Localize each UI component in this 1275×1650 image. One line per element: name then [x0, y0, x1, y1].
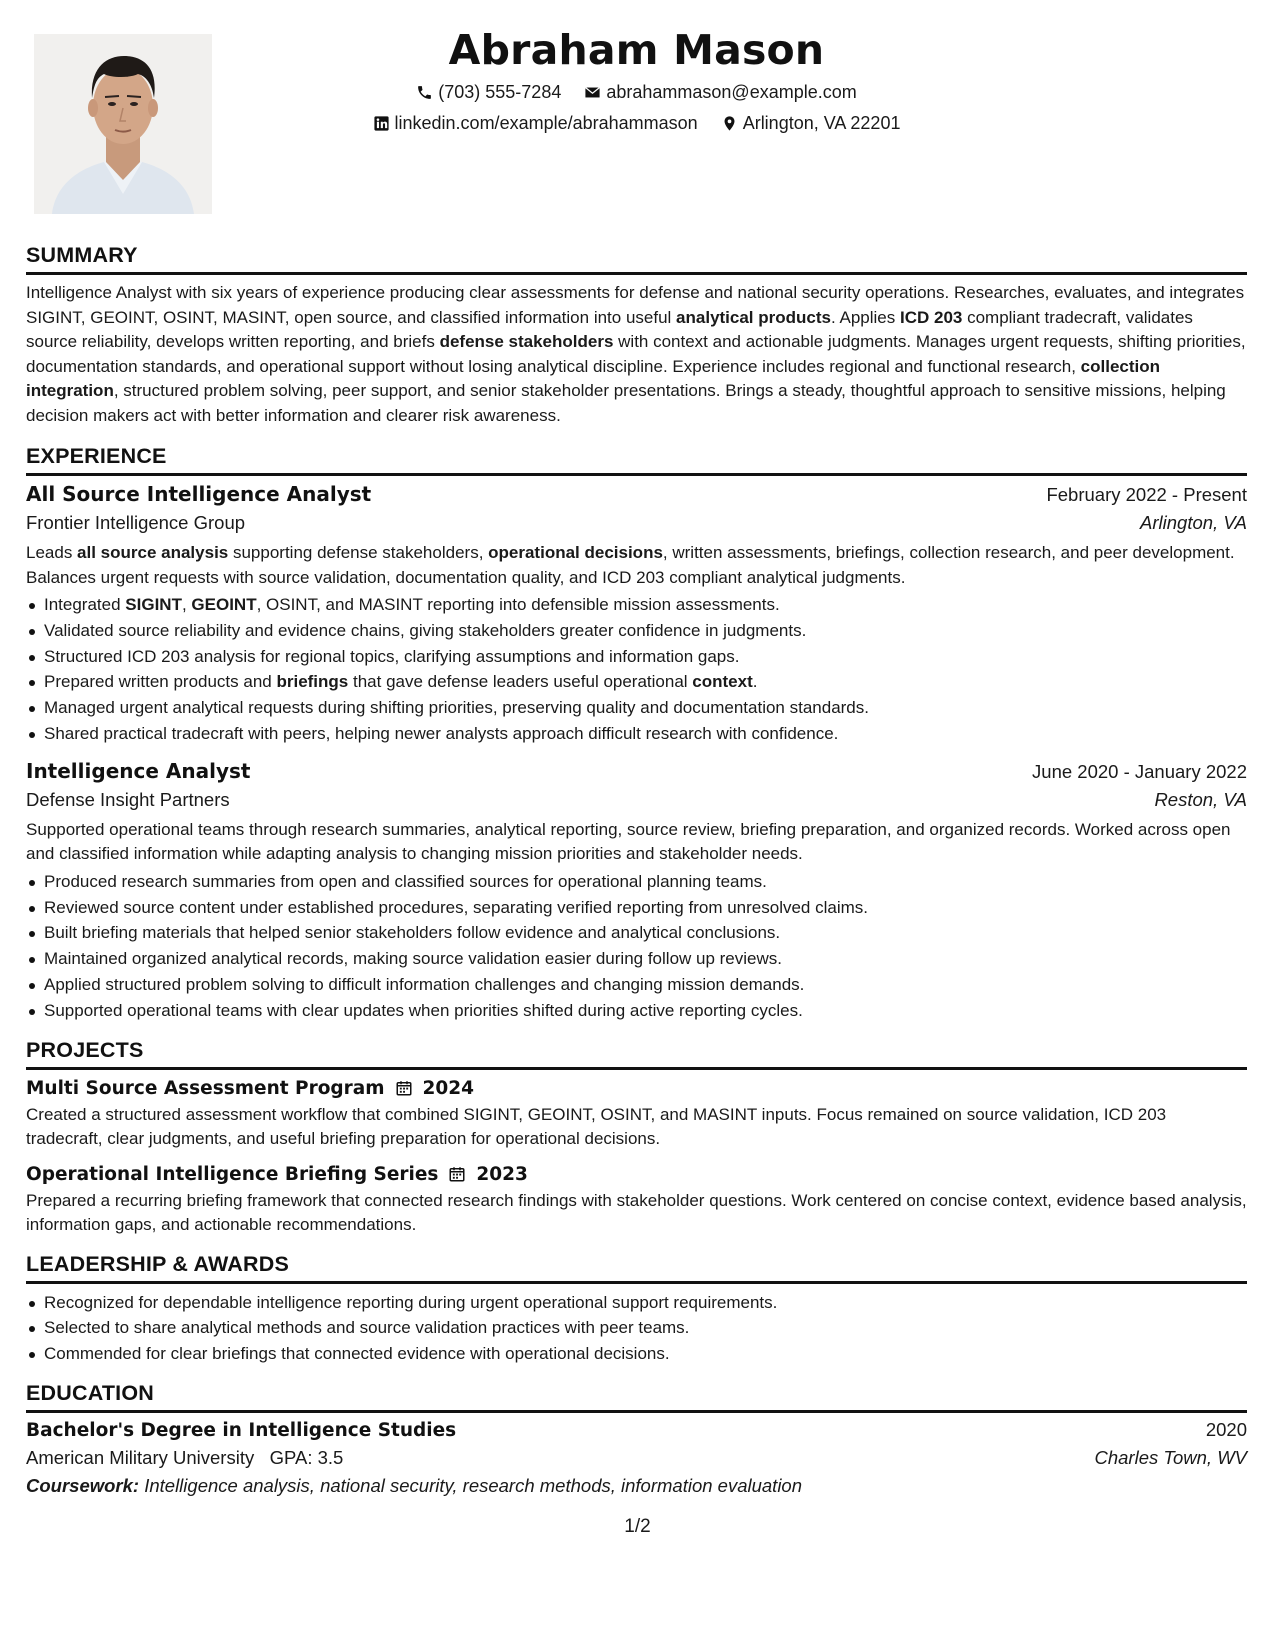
project-year: 2023 — [476, 1163, 528, 1185]
school-name: American Military University — [26, 1446, 255, 1468]
summary-text: Intelligence Analyst with six years of experience producing clear assessments for defense and national security operations. Researches, evaluates, and integrates SIGINT, GEOINT, OSINT, MASINT, open source, and classified information into useful analytical products. Applies ICD 203 compliant tradecraft, validates source reliability, develops written reporting, and briefs defense stakeholders with context and actionable judgments. Manages urgent requests, shifting priorities, documentation standards, and operational support without losing analytical discipline. Experience includes regional and functional research, collection integration, structured problem solving, peer support, and senior stakeholder presentations. Brings a steady, thoughtful approach to sensitive missions, helping decision makers act with better information and clearer risk awareness. — [26, 283, 1246, 425]
coursework — [26, 1475, 1247, 1497]
list-item: Produced research summaries from open and classified sources for operational planning teams. — [26, 869, 1247, 895]
school-info — [26, 1447, 343, 1469]
job-date: June 2020 - January 2022 — [1032, 760, 1247, 782]
contact-phone[interactable] — [416, 82, 561, 103]
phone-icon — [416, 84, 433, 101]
list-item: Reviewed source content under established procedures, separating verified reporting from unresolved claims. — [26, 895, 1247, 921]
experience-section — [26, 444, 1247, 1024]
phone-number: (703) 555-7284 — [438, 82, 562, 102]
list-item: Applied structured problem solving to difficult information challenges and changing mission demands. — [26, 972, 1247, 998]
list-item: Validated source reliability and evidence chains, giving stakeholders greater confidence in judgments. — [26, 618, 1247, 644]
location-text: Arlington, VA 22201 — [742, 113, 901, 133]
candidate-name: Abraham Mason — [448, 26, 825, 74]
degree-title: Bachelor's Degree in Intelligence Studies — [26, 1419, 457, 1441]
job-title: Intelligence Analyst — [26, 758, 251, 783]
page-number: 1/2 — [624, 1516, 651, 1537]
list-item: Commended for clear briefings that connected evidence with operational decisions. — [26, 1341, 1247, 1367]
list-item: Prepared written products and briefings that gave defense leaders useful operational context. — [26, 669, 1247, 695]
summary-section — [26, 243, 1247, 428]
job-description: Supported operational teams through research summaries, analytical reporting, source review, briefing preparation, and organized records. Worked across open and classified information while adapting analysis to changing mission priorities and stakeholder needs. — [26, 819, 1231, 864]
map-pin-icon — [721, 115, 738, 132]
leadership-bullets — [26, 1290, 1247, 1367]
projects-section — [26, 1038, 1247, 1238]
list-item: Structured ICD 203 analysis for regional topics, clarifying assumptions and information gaps. — [26, 644, 1247, 670]
contact-row-secondary — [26, 113, 1247, 137]
gpa: GPA: 3.5 — [269, 1446, 344, 1468]
calendar-icon — [448, 1165, 466, 1183]
leadership-section — [26, 1252, 1247, 1367]
envelope-icon — [584, 84, 601, 101]
graduation-year: 2020 — [1205, 1418, 1247, 1440]
job-company: Defense Insight Partners — [26, 788, 230, 810]
list-item: Built briefing materials that helped senior stakeholders follow evidence and analytical conclusions. — [26, 920, 1247, 946]
project-description: Created a structured assessment workflow that combined SIGINT, GEOINT, OSINT, and MASINT inputs. Focus remained on source validation, ICD 203 tradecraft, clear judgments, and useful briefing preparation for operational decisions. — [26, 1104, 1167, 1149]
linkedin-icon — [373, 115, 390, 132]
experience-heading: EXPERIENCE — [26, 444, 1247, 476]
job-title: All Source Intelligence Analyst — [26, 482, 372, 506]
job-entry — [26, 482, 1247, 747]
project-year: 2024 — [422, 1077, 475, 1099]
list-item: Integrated SIGINT, GEOINT, OSINT, and MASINT reporting into defensible mission assessments. — [26, 592, 1247, 618]
education-section — [26, 1381, 1247, 1497]
job-company: Frontier Intelligence Group — [26, 512, 246, 533]
contact-location — [721, 113, 901, 134]
list-item: Selected to share analytical methods and source validation practices with peer teams. — [26, 1315, 1247, 1341]
list-item: Shared practical tradecraft with peers, helping newer analysts approach difficult research with confidence. — [26, 721, 1247, 747]
job-location: Arlington, VA — [1140, 512, 1247, 533]
projects-heading: PROJECTS — [26, 1038, 1247, 1070]
linkedin-url: linkedin.com/example/abrahammason — [394, 113, 698, 133]
project-entry — [26, 1078, 1247, 1152]
email-address: abrahammason@example.com — [606, 82, 857, 102]
job-date: February 2022 - Present — [1046, 484, 1247, 505]
resume-header — [26, 26, 1247, 245]
coursework-text: Intelligence analysis, national security, research methods, information evaluation — [144, 1474, 803, 1496]
list-item: Recognized for dependable intelligence reporting during urgent operational support requirements. — [26, 1290, 1247, 1316]
list-item: Supported operational teams with clear updates when priorities shifted during active reporting cycles. — [26, 998, 1247, 1024]
job-bullets — [26, 592, 1247, 747]
list-item: Maintained organized analytical records, making source validation easier during follow up reviews. — [26, 946, 1247, 972]
project-name: Operational Intelligence Briefing Series — [26, 1163, 439, 1185]
school-location: Charles Town, WV — [1094, 1446, 1247, 1468]
project-description: Prepared a recurring briefing framework that connected research findings with stakeholder questions. Work centered on concise context, evidence based analysis, information gaps, and actionable recommendations. — [26, 1190, 1247, 1235]
contact-email[interactable] — [584, 82, 856, 103]
summary-heading: SUMMARY — [26, 243, 1247, 275]
job-location: Reston, VA — [1154, 788, 1247, 810]
job-description: Leads all source analysis supporting defense stakeholders, operational decisions, written assessments, briefings, collection research, and peer development. Balances urgent requests with source validation, documentation quality, and ICD 203 compliant analytical judgments. — [26, 543, 1235, 587]
leadership-heading: LEADERSHIP & AWARDS — [26, 1252, 1247, 1284]
contact-row-primary — [26, 82, 1247, 106]
calendar-icon — [395, 1079, 413, 1097]
coursework-label: Coursework: — [26, 1474, 140, 1496]
project-name: Multi Source Assessment Program — [26, 1077, 385, 1099]
contact-linkedin[interactable] — [373, 113, 698, 134]
job-entry — [26, 759, 1247, 1024]
education-heading: EDUCATION — [26, 1381, 1247, 1413]
project-entry — [26, 1164, 1247, 1238]
job-bullets — [26, 869, 1247, 1024]
list-item: Managed urgent analytical requests during shifting priorities, preserving quality and documentation standards. — [26, 695, 1247, 721]
